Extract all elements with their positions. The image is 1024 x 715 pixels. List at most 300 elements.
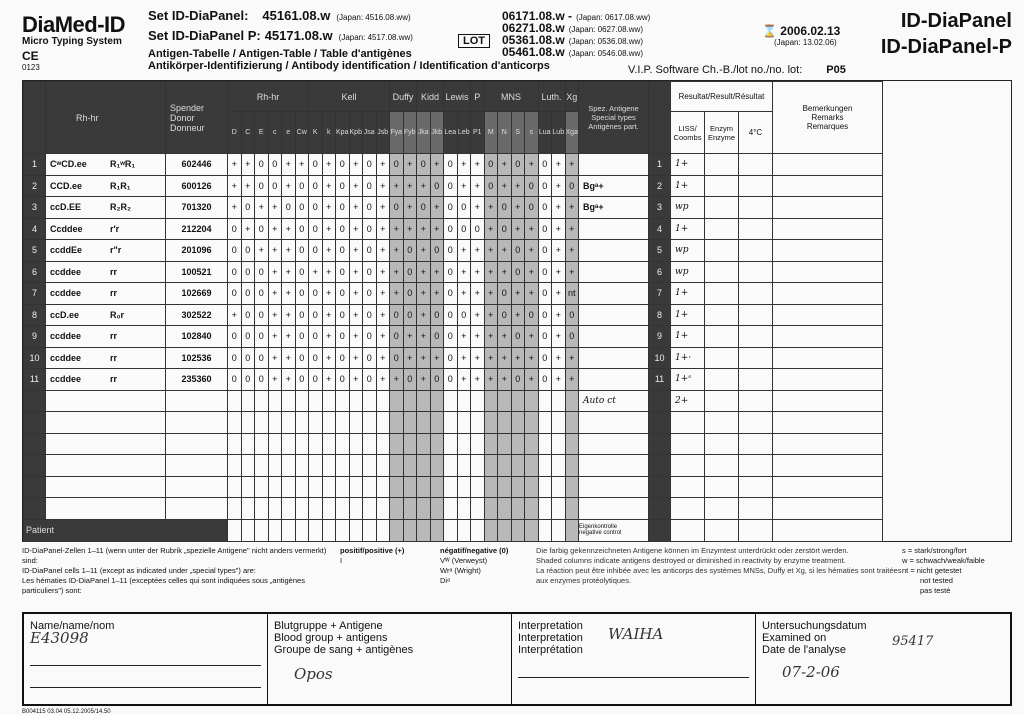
antigen-value: [282, 476, 296, 498]
remark-cell[interactable]: [773, 154, 883, 176]
antigen-value: [349, 412, 363, 434]
legend-nt: nt = nicht getestet: [902, 566, 962, 575]
patient-result[interactable]: [739, 519, 773, 541]
remark-cell[interactable]: [773, 455, 883, 477]
antigen-value: [376, 390, 390, 412]
antigen-value: 0: [241, 261, 255, 283]
antigen-value: +: [376, 261, 390, 283]
antigen-value: +: [511, 218, 525, 240]
antigen-value: +: [228, 175, 242, 197]
antigen-value: +: [484, 240, 498, 262]
antigen-value: +: [282, 240, 296, 262]
antigen-col-header: P1: [471, 112, 485, 154]
antigen-value: [457, 476, 471, 498]
antigen-value: [228, 476, 242, 498]
antigen-value: 0: [295, 326, 309, 348]
antigen-value: [376, 412, 390, 434]
antigen-value: +: [322, 261, 336, 283]
antigen-value: 0: [525, 175, 539, 197]
result-header: Resultat/Result/Résultat: [671, 82, 773, 112]
antigen-value: +: [282, 326, 296, 348]
antigen-value: [403, 476, 417, 498]
enzyme-result[interactable]: [705, 175, 739, 197]
patient-antigen[interactable]: [444, 519, 458, 541]
antigen-group-header: Xg: [565, 82, 579, 112]
remark-cell[interactable]: [773, 498, 883, 520]
set-panel-p-value: 45171.08.w: [264, 28, 333, 43]
result-no-header: [649, 82, 671, 154]
antigen-value: [282, 455, 296, 477]
temp-result[interactable]: [739, 369, 773, 391]
antigen-col-header: c: [268, 112, 282, 154]
antigen-value: [484, 390, 498, 412]
antigen-value: +: [376, 154, 390, 176]
set-panel-value: 45161.08.w: [262, 8, 331, 23]
antigen-value: [430, 433, 444, 455]
antigen-value: +: [511, 175, 525, 197]
result-number: 10: [649, 347, 671, 369]
antigen-value: [403, 412, 417, 434]
antigen-value: [403, 455, 417, 477]
antigen-value: +: [282, 369, 296, 391]
remark-cell[interactable]: [773, 326, 883, 348]
interp-value[interactable]: WAIHA: [608, 625, 664, 643]
patient-antigen[interactable]: [565, 519, 579, 541]
enzyme-result[interactable]: [705, 369, 739, 391]
antigen-col-header: Lea: [444, 112, 458, 154]
antigen-value: [336, 498, 350, 520]
antigen-value: +: [565, 347, 579, 369]
antigen-value: 0: [444, 304, 458, 326]
temp-result[interactable]: [739, 240, 773, 262]
antigen-value: 0: [241, 283, 255, 305]
patient-antigen[interactable]: [417, 519, 431, 541]
temp-result[interactable]: [739, 326, 773, 348]
rh-phenotype: [46, 498, 166, 520]
antigen-value: 0: [309, 283, 323, 305]
result-number: 2: [649, 175, 671, 197]
donor-number: 102669: [166, 283, 228, 305]
patient-result[interactable]: [705, 519, 739, 541]
temp-result[interactable]: [739, 261, 773, 283]
antigen-value: [417, 455, 431, 477]
patient-antigen[interactable]: [322, 519, 336, 541]
patient-antigen[interactable]: [390, 519, 404, 541]
antigen-value: +: [498, 154, 512, 176]
antigen-value: [322, 390, 336, 412]
antigen-value: +: [255, 240, 269, 262]
antigen-value: +: [430, 197, 444, 219]
antigen-value: [390, 498, 404, 520]
antigen-value: +: [403, 154, 417, 176]
temp-result[interactable]: [739, 283, 773, 305]
brand-subtitle: Micro Typing System: [22, 36, 122, 47]
temp-result[interactable]: [739, 498, 773, 520]
result-number: 7: [649, 283, 671, 305]
antigen-value: +: [471, 347, 485, 369]
result-number: 8: [649, 304, 671, 326]
result-number: 3: [649, 197, 671, 219]
antigen-value: +: [390, 261, 404, 283]
antigen-value: +: [457, 283, 471, 305]
antigen-value: [282, 498, 296, 520]
antigen-value: 0: [282, 197, 296, 219]
antigen-group-header: Lewis: [444, 82, 471, 112]
antigen-value: 0: [309, 197, 323, 219]
exam-date-value[interactable]: 07-2-06: [782, 663, 840, 681]
antigen-value: 0: [268, 154, 282, 176]
remark-cell[interactable]: [773, 347, 883, 369]
enzyme-result[interactable]: [705, 498, 739, 520]
remark-cell[interactable]: [773, 390, 883, 412]
antigen-value: [538, 433, 552, 455]
antigen-value: [471, 455, 485, 477]
liss-result[interactable]: 1+: [671, 218, 705, 240]
liss-result[interactable]: 1+: [671, 283, 705, 305]
temp-header: 4°C: [739, 112, 773, 154]
patient-antigen[interactable]: [282, 519, 296, 541]
antigen-value: +: [390, 283, 404, 305]
antigen-table: [22, 80, 1012, 542]
antigen-value: +: [471, 197, 485, 219]
patient-antigen[interactable]: [511, 519, 525, 541]
antigen-value: +: [241, 175, 255, 197]
rh-phenotype: ccD.EE R₂R₂: [46, 197, 166, 219]
enzyme-result[interactable]: [705, 455, 739, 477]
antigen-value: +: [268, 326, 282, 348]
antigen-value: +: [282, 304, 296, 326]
negative-item: Diᵃ: [440, 576, 450, 585]
antigen-value: 0: [498, 304, 512, 326]
antigen-value: +: [484, 261, 498, 283]
patient-antigen[interactable]: [484, 519, 498, 541]
antigen-value: +: [349, 261, 363, 283]
rh-phenotype: ccddee rr: [46, 326, 166, 348]
antigen-value: +: [322, 240, 336, 262]
remark-cell[interactable]: [773, 476, 883, 498]
antigen-value: +: [552, 175, 566, 197]
antigen-value: +: [417, 240, 431, 262]
legend-strong: s = stark/strong/fort: [902, 546, 967, 555]
patient-antigen[interactable]: [349, 519, 363, 541]
ce-number: 0123: [22, 63, 40, 72]
antigen-value: 0: [390, 347, 404, 369]
special-type: [579, 154, 649, 176]
antigen-value: +: [430, 154, 444, 176]
antigen-value: [295, 412, 309, 434]
temp-result[interactable]: [739, 433, 773, 455]
antigen-value: [295, 390, 309, 412]
panel-cell-row: [24, 218, 883, 240]
antigen-col-header: Kpb: [349, 112, 363, 154]
rh-phenotype: [46, 390, 166, 412]
antigen-value: +: [525, 218, 539, 240]
footnote-fr: Les hématies ID-DiaPanel 1–11 (exceptées celles qui sont indiquées sous „antigènes particuliers") sont:: [22, 576, 305, 595]
patient-antigen[interactable]: [255, 519, 269, 541]
temp-result[interactable]: [739, 197, 773, 219]
enzyme-result[interactable]: [705, 476, 739, 498]
temp-result[interactable]: [739, 154, 773, 176]
antigen-value: 0: [336, 326, 350, 348]
enzyme-result[interactable]: [705, 433, 739, 455]
antigen-value: 0: [241, 326, 255, 348]
liss-result[interactable]: [671, 455, 705, 477]
liss-result[interactable]: wp: [671, 240, 705, 262]
temp-result[interactable]: [739, 455, 773, 477]
liss-result[interactable]: [671, 412, 705, 434]
temp-result[interactable]: [739, 175, 773, 197]
remark-cell[interactable]: [773, 412, 883, 434]
lot-jp: (Japan: 0536.08.ww): [568, 37, 643, 46]
lot-label: LOT: [458, 34, 490, 48]
antigen-value: 0: [417, 154, 431, 176]
antigen-value: [268, 412, 282, 434]
antigen-value: 0: [471, 218, 485, 240]
antigen-value: [484, 455, 498, 477]
antigen-value: [552, 476, 566, 498]
enzyme-note-fr: La réaction peut être inhibée avec les anticorps des systèmes MNSs, Duffy et Xg, si les hématies sont traitées aux enzymes protéolytiques.: [536, 566, 902, 585]
patient-antigen[interactable]: [457, 519, 471, 541]
cell-number: 2: [24, 175, 46, 197]
remark-cell[interactable]: [773, 283, 883, 305]
antigen-value: 0: [430, 326, 444, 348]
antigen-value: [565, 433, 579, 455]
antigen-value: 0: [228, 326, 242, 348]
exam-signature[interactable]: 95417: [892, 634, 934, 649]
antigen-value: +: [228, 304, 242, 326]
antigen-value: +: [349, 283, 363, 305]
antigen-value: 0: [484, 175, 498, 197]
antigen-value: 0: [309, 369, 323, 391]
antigen-value: 0: [268, 175, 282, 197]
remark-cell[interactable]: [773, 369, 883, 391]
antigen-col-header: Leb: [457, 112, 471, 154]
patient-antigen[interactable]: [430, 519, 444, 541]
antigen-value: 0: [255, 283, 269, 305]
liss-result[interactable]: 1+: [671, 154, 705, 176]
special-type: Auto ct: [579, 390, 649, 412]
exam-label-fr: Date de l'analyse: [762, 644, 847, 656]
enzyme-result[interactable]: [705, 283, 739, 305]
antigen-value: [484, 498, 498, 520]
blood-label-de: Blutgruppe + Antigene: [274, 620, 383, 632]
antigen-group-header: Kell: [309, 82, 390, 112]
enzyme-result[interactable]: [705, 261, 739, 283]
temp-result[interactable]: [739, 390, 773, 412]
antigen-value: [525, 498, 539, 520]
antigen-value: +: [403, 175, 417, 197]
footnote-enzyme: [536, 546, 906, 586]
antigen-value: 0: [309, 347, 323, 369]
enzyme-result[interactable]: [705, 412, 739, 434]
liss-result[interactable]: wp: [671, 261, 705, 283]
temp-result[interactable]: [739, 476, 773, 498]
antigen-value: 0: [538, 304, 552, 326]
antigen-value: [430, 498, 444, 520]
antigen-value: 0: [336, 218, 350, 240]
patient-antigen[interactable]: [268, 519, 282, 541]
lot-jp: (Japan: 0627.08.ww): [568, 25, 643, 34]
antigen-value: 0: [525, 304, 539, 326]
antigen-value: [565, 476, 579, 498]
antigen-value: [349, 433, 363, 455]
patient-antigen[interactable]: [403, 519, 417, 541]
patient-antigen[interactable]: [336, 519, 350, 541]
auto-control-label: Eigenkontrolle negative control: [579, 519, 649, 541]
name-value[interactable]: E43098: [30, 629, 89, 647]
patient-result[interactable]: [671, 519, 705, 541]
enzyme-note-en: Shaded columns indicate antigens destroyed or diminished in reactivity by enzyme treatment.: [536, 556, 846, 565]
liss-result[interactable]: [671, 476, 705, 498]
antigen-value: +: [484, 304, 498, 326]
antigen-value: +: [417, 369, 431, 391]
antigen-value: [430, 455, 444, 477]
product-title-1: ID-DiaPanel: [900, 10, 1012, 32]
antigen-value: +: [511, 197, 525, 219]
cell-number: [24, 433, 46, 455]
antigen-value: 0: [336, 283, 350, 305]
antigen-value: [255, 455, 269, 477]
special-type: [579, 455, 649, 477]
donor-number: 102840: [166, 326, 228, 348]
antigen-value: 0: [228, 218, 242, 240]
liss-result[interactable]: [671, 433, 705, 455]
footnote-de: ID-DiaPanel-Zellen 1–11 (wenn unter der Rubrik „spezielle Antigene" nicht anders vermerkt) sind:: [22, 546, 327, 565]
enzyme-result[interactable]: [705, 304, 739, 326]
antigen-value: +: [322, 154, 336, 176]
patient-antigen[interactable]: [525, 519, 539, 541]
liss-result[interactable]: 1+: [671, 304, 705, 326]
antigen-value: [538, 455, 552, 477]
antigen-value: +: [376, 197, 390, 219]
cell-number: [24, 390, 46, 412]
antigen-value: [349, 476, 363, 498]
antigen-value: [430, 412, 444, 434]
antigen-value: +: [525, 154, 539, 176]
remark-cell[interactable]: [773, 240, 883, 262]
rh-phenotype: ccddee rr: [46, 369, 166, 391]
patient-antigen[interactable]: [552, 519, 566, 541]
print-code: B004115 03.04 05.12.2005/14.50: [22, 709, 111, 715]
special-type: Bgᵃ+: [579, 175, 649, 197]
liss-result[interactable]: 2+: [671, 390, 705, 412]
antigen-value: [241, 433, 255, 455]
special-type: [579, 283, 649, 305]
remark-cell[interactable]: [773, 175, 883, 197]
antigen-value: 0: [255, 261, 269, 283]
patient-antigen[interactable]: [241, 519, 255, 541]
rh-phenotype: ccD.ee R₀r: [46, 304, 166, 326]
patient-antigen[interactable]: [538, 519, 552, 541]
underline: [518, 656, 749, 678]
antigen-value: +: [322, 326, 336, 348]
antigen-group-header: P: [471, 82, 485, 112]
liss-result[interactable]: wp: [671, 197, 705, 219]
patient-antigen[interactable]: [363, 519, 377, 541]
blood-value[interactable]: Opos: [294, 665, 333, 683]
antigen-value: [268, 476, 282, 498]
enzyme-result[interactable]: [705, 390, 739, 412]
remark-cell[interactable]: [773, 433, 883, 455]
legend: [902, 546, 1012, 596]
antigen-col-header: S: [511, 112, 525, 154]
donor-number: 102536: [166, 347, 228, 369]
patient-antigen[interactable]: [309, 519, 323, 541]
antigen-value: [417, 433, 431, 455]
antigen-value: 0: [336, 304, 350, 326]
enzyme-result[interactable]: [705, 218, 739, 240]
lot-value: 05361.08.w: [502, 33, 565, 47]
patient-antigen[interactable]: [228, 519, 242, 541]
patient-antigen[interactable]: [471, 519, 485, 541]
temp-result[interactable]: [739, 347, 773, 369]
temp-result[interactable]: [739, 412, 773, 434]
enzyme-result[interactable]: [705, 326, 739, 348]
antigen-value: +: [282, 154, 296, 176]
antigen-value: 0: [403, 283, 417, 305]
patient-result[interactable]: [773, 519, 883, 541]
enzyme-result[interactable]: [705, 240, 739, 262]
antigen-value: 0: [565, 326, 579, 348]
antigen-value: [471, 412, 485, 434]
antigen-value: 0: [403, 261, 417, 283]
antigen-value: +: [417, 347, 431, 369]
antigen-value: 0: [511, 240, 525, 262]
cell-number: 7: [24, 283, 46, 305]
antigen-value: [552, 412, 566, 434]
remark-cell[interactable]: [773, 261, 883, 283]
remark-cell[interactable]: [773, 304, 883, 326]
enzyme-result[interactable]: [705, 154, 739, 176]
antigen-value: +: [552, 218, 566, 240]
temp-result[interactable]: [739, 304, 773, 326]
antigen-value: 0: [336, 347, 350, 369]
antigen-value: 0: [363, 175, 377, 197]
antigen-value: [525, 455, 539, 477]
antigen-value: 0: [336, 154, 350, 176]
antigen-value: 0: [511, 326, 525, 348]
antigen-value: 0: [363, 197, 377, 219]
enzyme-result[interactable]: [705, 347, 739, 369]
antigen-value: +: [376, 326, 390, 348]
liss-result[interactable]: 1+ˢ: [671, 369, 705, 391]
antigen-value: +: [471, 283, 485, 305]
liss-result[interactable]: [671, 498, 705, 520]
result-number: 1: [649, 154, 671, 176]
temp-result[interactable]: [739, 218, 773, 240]
result-number: 11: [649, 369, 671, 391]
antigen-value: +: [268, 218, 282, 240]
antigen-value: [565, 455, 579, 477]
liss-result[interactable]: 1+·: [671, 347, 705, 369]
patient-antigen[interactable]: [498, 519, 512, 541]
antigen-value: +: [417, 326, 431, 348]
antigen-value: +: [403, 326, 417, 348]
liss-result[interactable]: 1+: [671, 326, 705, 348]
antigen-value: [390, 390, 404, 412]
antigen-value: [471, 476, 485, 498]
cell-number: 3: [24, 197, 46, 219]
liss-result[interactable]: 1+: [671, 175, 705, 197]
patient-antigen[interactable]: [376, 519, 390, 541]
result-number: [649, 390, 671, 412]
remark-cell[interactable]: [773, 218, 883, 240]
enzyme-result[interactable]: [705, 197, 739, 219]
cell-number: 6: [24, 261, 46, 283]
antigen-value: +: [390, 240, 404, 262]
patient-antigen[interactable]: [295, 519, 309, 541]
remark-cell[interactable]: [773, 197, 883, 219]
